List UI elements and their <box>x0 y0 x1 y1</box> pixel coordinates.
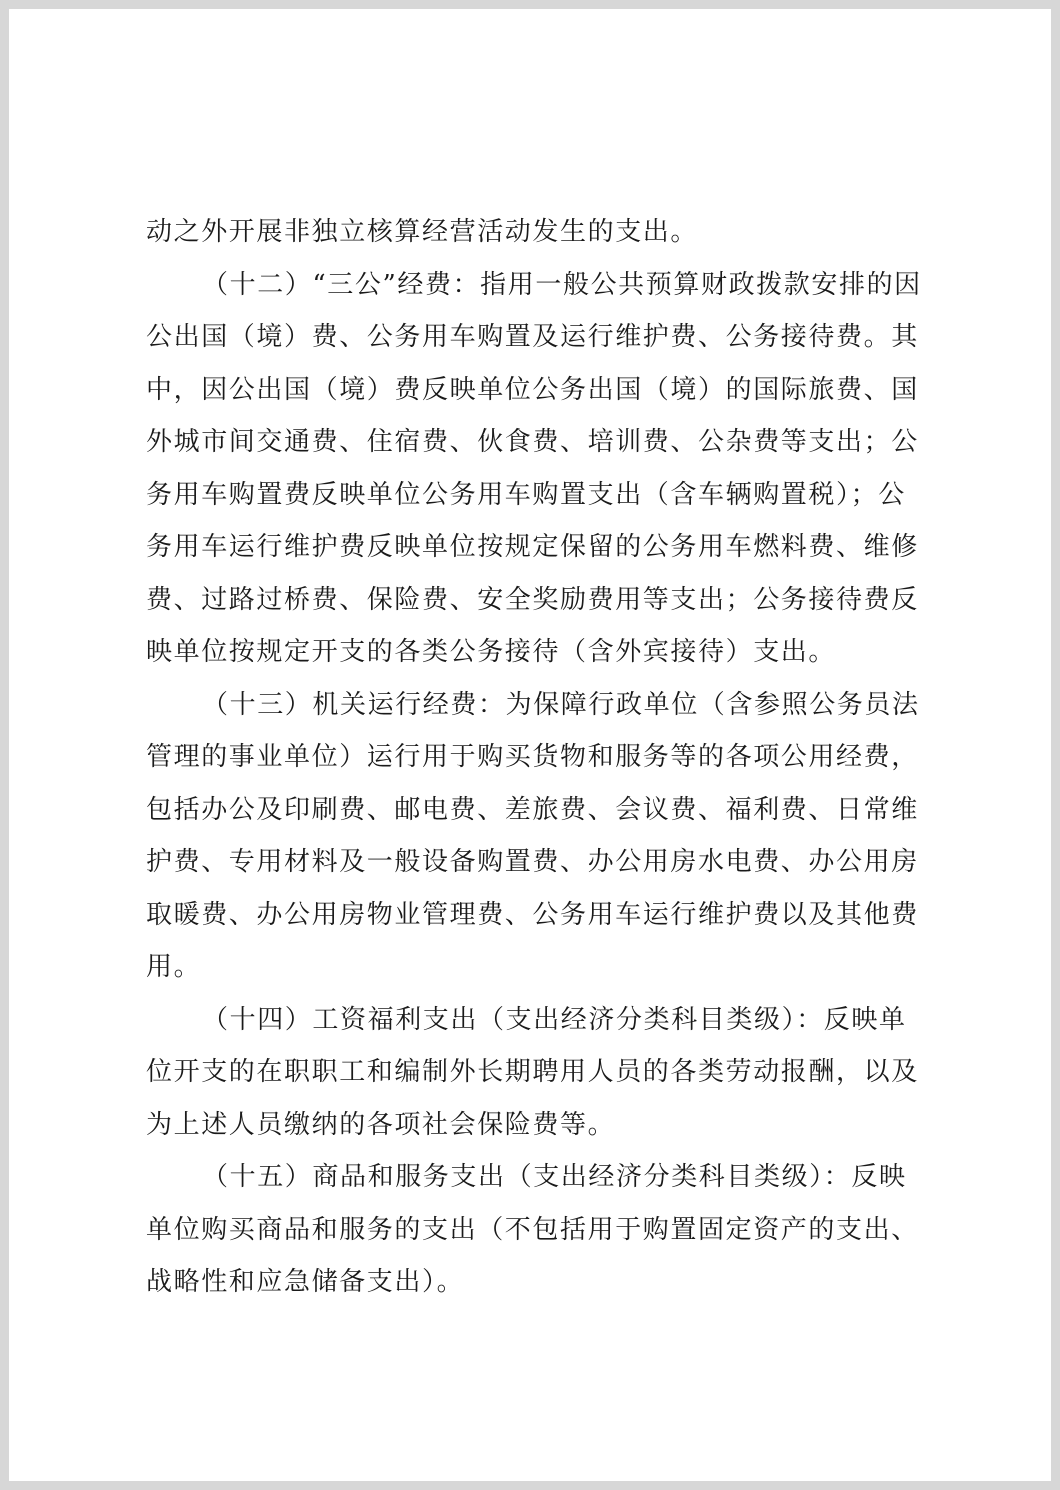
paragraph-agency-operating-expenses: （十三）机关运行经费：为保障行政单位（含参照公务员法管理的事业单位）运行用于购买货物和服务等的各项公用经费，包括办公及印刷费、邮电费、差旅费、会议费、福利费、日常维护费、专用材料及一般设备购置费、办公用房水电费、办公用房取暖费、办公用房物业管理费、公务用车运行维护费以及其他费用。 <box>146 689 920 982</box>
document-body <box>146 206 926 1309</box>
paragraph-continuation: 动之外开展非独立核算经营活动发生的支出。 <box>146 217 699 247</box>
paragraph-wage-welfare-expenditure: （十四）工资福利支出（支出经济分类科目类级）：反映单位开支的在职职工和编制外长期聘用人员的各类劳动报酬，以及为上述人员缴纳的各项社会保险费等。 <box>146 1004 919 1140</box>
paragraph-three-public-expenses: （十二）“三公”经费：指用一般公共预算财政拨款安排的因公出国（境）费、公务用车购置及运行维护费、公务接待费。其中，因公出国（境）费反映单位公务出国（境）的国际旅费、国外城市间交通费、住宿费、伙食费、培训费、公杂费等支出；公务用车购置费反映单位公务用车购置支出（含车辆购置税）；公务用车运行维护费反映单位按规定保留的公务用车燃料费、维修费、过路过桥费、保险费、安全奖励费用等支出；公务接待费反映单位按规定开支的各类公务接待（含外宾接待）支出。 <box>146 269 922 667</box>
paragraph-goods-services-expenditure: （十五）商品和服务支出（支出经济分类科目类级）：反映单位购买商品和服务的支出（不包括用于购置固定资产的支出、战略性和应急储备支出）。 <box>146 1162 919 1297</box>
document-page <box>9 9 1051 1481</box>
